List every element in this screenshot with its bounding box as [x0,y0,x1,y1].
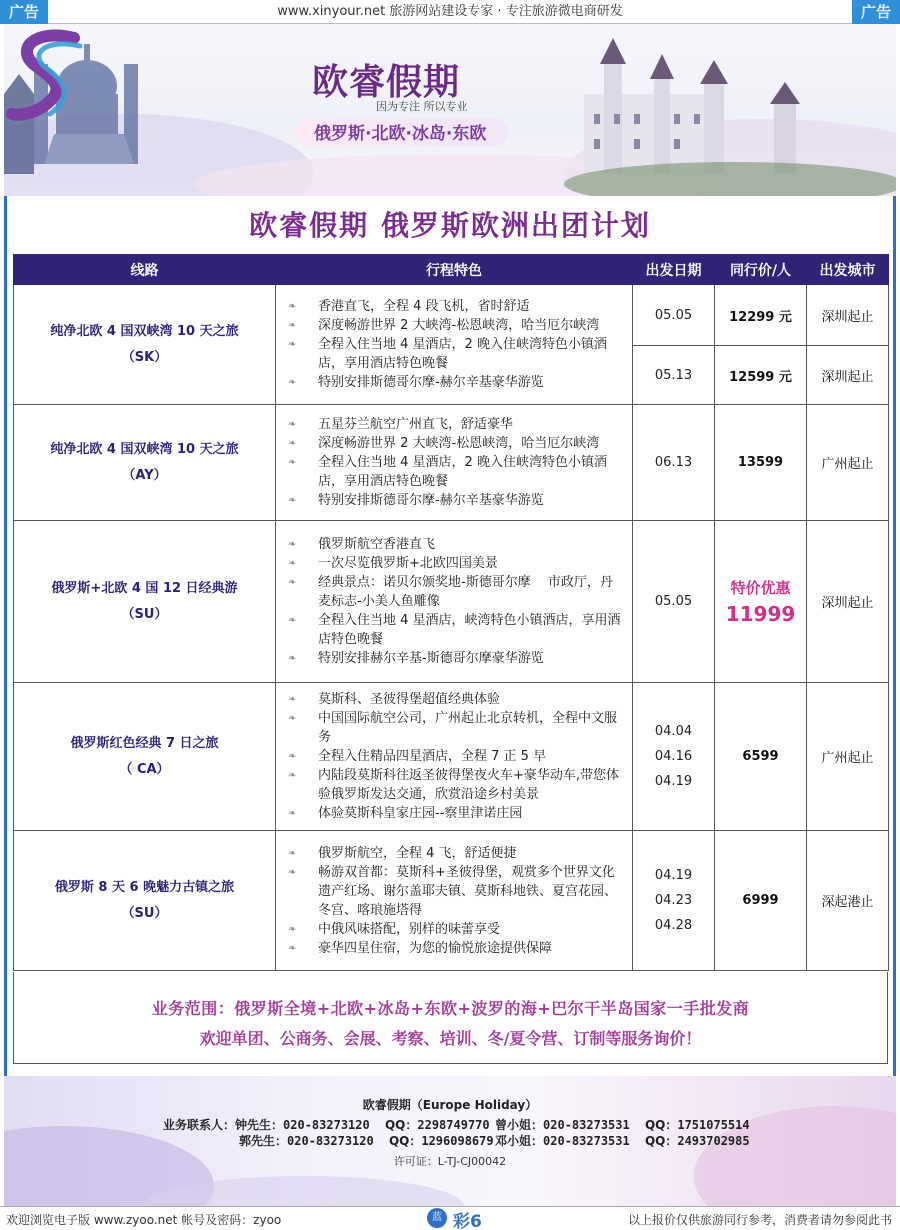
date-cell [633,405,715,521]
bottom-bar [0,1206,900,1230]
date-value: 04.28 [654,918,693,933]
brand-slogan: 因为专注 所以专业 [376,100,468,113]
feature-item: ❧ 特别安排斯德哥尔摩-赫尔辛基豪华游览 [286,373,624,392]
table-header-row [14,255,889,285]
route-cell [14,405,276,521]
date-value: 04.16 [654,749,693,764]
feature-item: ❧ 体验莫斯科皇家庄园--察里津诺庄园 [286,804,624,823]
page-title: 欧睿假期 俄罗斯欧洲出团计划 [249,209,651,242]
feature-item: ❧ 香港直飞，全程 4 段飞机，省时舒适 [286,297,624,316]
feature-item: ❧ 经典景点：诺贝尔颁奖地-斯德哥尔摩 市政厅，丹麦标志-小美人鱼雕像 [286,573,624,611]
table-row [14,285,889,346]
footer-company-name: 欧睿假期（Europe Holiday） [362,1098,538,1112]
feature-item: ❧ 深度畅游世界 2 大峡湾-松恩峡湾，哈当厄尔峡湾 [286,316,624,335]
contact-qq[interactable]: 1296098679 [421,1134,494,1148]
route-code: （ CA） [119,761,170,777]
city-cell: 深起港止 [807,831,889,971]
features-cell [276,831,633,971]
contact-phone[interactable]: 020-83273120 [287,1134,374,1148]
route-code: （AY） [122,467,167,483]
contact-label: 业务联系人： [163,1118,236,1132]
route-code: （SU） [121,606,168,622]
disclaimer-text: 以上报价仅供旅游同行参考，消费者请勿参阅此书 [627,1213,892,1227]
top-ad-bar [0,0,900,24]
features-cell [276,521,633,683]
header-price: 同行价/人 [715,255,807,285]
feature-item: ❧ 豪华四星住宿，为您的愉悦旅途提供保障 [286,939,624,958]
date-value: 04.04 [654,724,693,739]
route-name: 俄罗斯+北欧 4 国 12 日经典游 [51,580,238,596]
brand-s-logo [4,24,94,134]
business-scope-text: 业务范围：俄罗斯全境+北欧+冰岛+东欧+波罗的海+巴尔干半岛国家一手批发商 [151,999,750,1018]
feature-item: ❧ 中俄风味搭配，别样的味蕾享受 [286,920,624,939]
table-row [14,521,889,683]
ad-tag-left[interactable]: 广告 [0,0,48,24]
price-cell: 12599 元 [715,346,807,405]
route-cell [14,521,276,683]
date-value: 04.19 [654,774,693,789]
price-cell: 12299 元 [715,285,807,346]
contact-name: 钟先生： [235,1118,284,1132]
feature-item: ❧ 莫斯科、圣彼得堡超值经典体验 [286,690,624,709]
feature-item: ❧ 全程入住当地 4 星酒店，峡湾特色小镇酒店，享用酒店特色晚餐 [286,611,624,649]
contact-name: 邓小姐： [495,1134,544,1148]
price-cell [715,521,807,683]
route-code: （SU） [121,905,168,921]
tour-table [13,254,889,971]
license-number: 许可证：L-TJ-CJ00042 [393,1155,507,1168]
price-cell: 13599 [715,405,807,521]
special-price: 11999 [725,602,796,626]
feature-item: ❧ 俄罗斯航空香港直飞 [286,535,624,554]
route-name: 纯净北欧 4 国双峡湾 10 天之旅 [50,441,239,457]
qq-label: QQ： [644,1118,678,1132]
feature-item: ❧ 中国国际航空公司，广州起止北京转机，全程中文服务 [286,709,624,747]
date-value: 05.05 [654,594,693,609]
route-code: （SK） [121,349,168,365]
contact-entry [163,1116,490,1133]
contact-qq[interactable]: 1751075514 [677,1118,750,1132]
city-cell: 深圳起止 [807,285,889,346]
route-cell [14,683,276,831]
feature-item: ❧ 畅游双首都：莫斯科+圣彼得堡，观赏多个世界文化遗产红场、谢尔盖耶夫镇、莫斯科地铁、夏宫花园、冬宫、喀琅施塔得 [286,863,624,920]
feature-item: ❧ 全程入住当地 4 星酒店，2 晚入住峡湾特色小镇酒店，享用酒店特色晚餐 [286,335,624,373]
city-cell: 广州起止 [807,405,889,521]
date-cell: 05.13 [633,346,715,405]
inquiry-invitation: 欢迎单团、公商务、会展、考察、培训、冬/夏令营、订制等服务询价！ [199,1029,702,1048]
feature-item: ❧ 全程入住当地 4 星酒店，2 晚入住峡湾特色小镇酒店，享用酒店特色晚餐 [286,453,624,491]
city-cell: 广州起止 [807,683,889,831]
contact-qq[interactable]: 2298749770 [417,1118,490,1132]
qq-label: QQ： [644,1134,678,1148]
route-cell [14,831,276,971]
date-cell [633,683,715,831]
feature-item: ❧ 一次尽览俄罗斯+北欧四国美景 [286,554,624,573]
feature-item: ❧ 俄罗斯航空，全程 4 飞，舒适便捷 [286,844,624,863]
brand-name: 欧睿假期 [312,62,461,103]
feature-item: ❧ 深度畅游世界 2 大峡湾-松恩峡湾，哈当厄尔峡湾 [286,434,624,453]
ad-tag-right[interactable]: 广告 [852,0,900,24]
ebook-link[interactable]: 欢迎浏览电子版 www.zyoo.net 帐号及密码：zyoo [6,1213,282,1227]
contact-entry [495,1116,750,1133]
contact-phone[interactable]: 020-83273531 [543,1118,630,1132]
route-name: 俄罗斯 8 天 6 晚魅力古镇之旅 [54,879,235,895]
contact-phone[interactable]: 020-83273120 [283,1118,370,1132]
city-cell: 深圳起止 [807,346,889,405]
date-cell [633,521,715,683]
page-number: 彩6 [453,1212,482,1230]
table-row [14,831,889,971]
route-cell [14,285,276,405]
features-cell [276,683,633,831]
date-cell [633,831,715,971]
header-date: 出发日期 [633,255,715,285]
feature-item: ❧ 全程入住精品四星酒店，全程 7 正 5 早 [286,747,624,766]
special-offer-label: 特价优惠 [730,579,791,597]
route-name: 俄罗斯红色经典 7 日之旅 [70,735,219,751]
feature-item: ❧ 特别安排斯德哥尔摩-赫尔辛基豪华游览 [286,491,624,510]
business-scope-box [13,972,888,1064]
contact-qq[interactable]: 2493702985 [677,1134,750,1148]
table-row [14,683,889,831]
header-city: 出发城市 [807,255,889,285]
page-section-badge: 蓝 [427,1208,447,1228]
feature-item: ❧ 特别安排赫尔辛基-斯德哥尔摩豪华游览 [286,649,624,668]
route-name: 纯净北欧 4 国双峡湾 10 天之旅 [50,323,239,339]
city-cell: 深圳起止 [807,521,889,683]
contact-entry [239,1132,494,1149]
date-value: 04.19 [654,868,693,883]
date-value: 06.13 [654,455,693,470]
features-cell [276,285,633,405]
header-features: 行程特色 [276,255,633,285]
price-cell: 6999 [715,831,807,971]
qq-label: QQ： [388,1134,422,1148]
routes-text: 俄罗斯·北欧·冰岛·东欧 [314,124,487,144]
contact-name: 郭先生： [239,1134,288,1148]
table-row [14,405,889,521]
date-cell: 05.05 [633,285,715,346]
castle-illustration [564,38,896,196]
header-route: 线路 [14,255,276,285]
feature-item: ❧ 五星芬兰航空广州直飞，舒适豪华 [286,415,624,434]
feature-item: ❧ 内陆段莫斯科往返圣彼得堡夜火车+豪华动车,带您体验俄罗斯发达交通，欣赏沿途乡村美景 [286,766,624,804]
price-cell: 6599 [715,683,807,831]
date-value: 04.23 [654,893,693,908]
qq-label: QQ： [384,1118,418,1132]
contact-entry [495,1132,750,1149]
site-tagline[interactable]: www.xinyour.net 旅游网站建设专家 · 专注旅游微电商研发 [277,4,623,19]
features-cell [276,405,633,521]
contact-phone[interactable]: 020-83273531 [543,1134,630,1148]
contact-name: 曾小姐： [495,1118,544,1132]
